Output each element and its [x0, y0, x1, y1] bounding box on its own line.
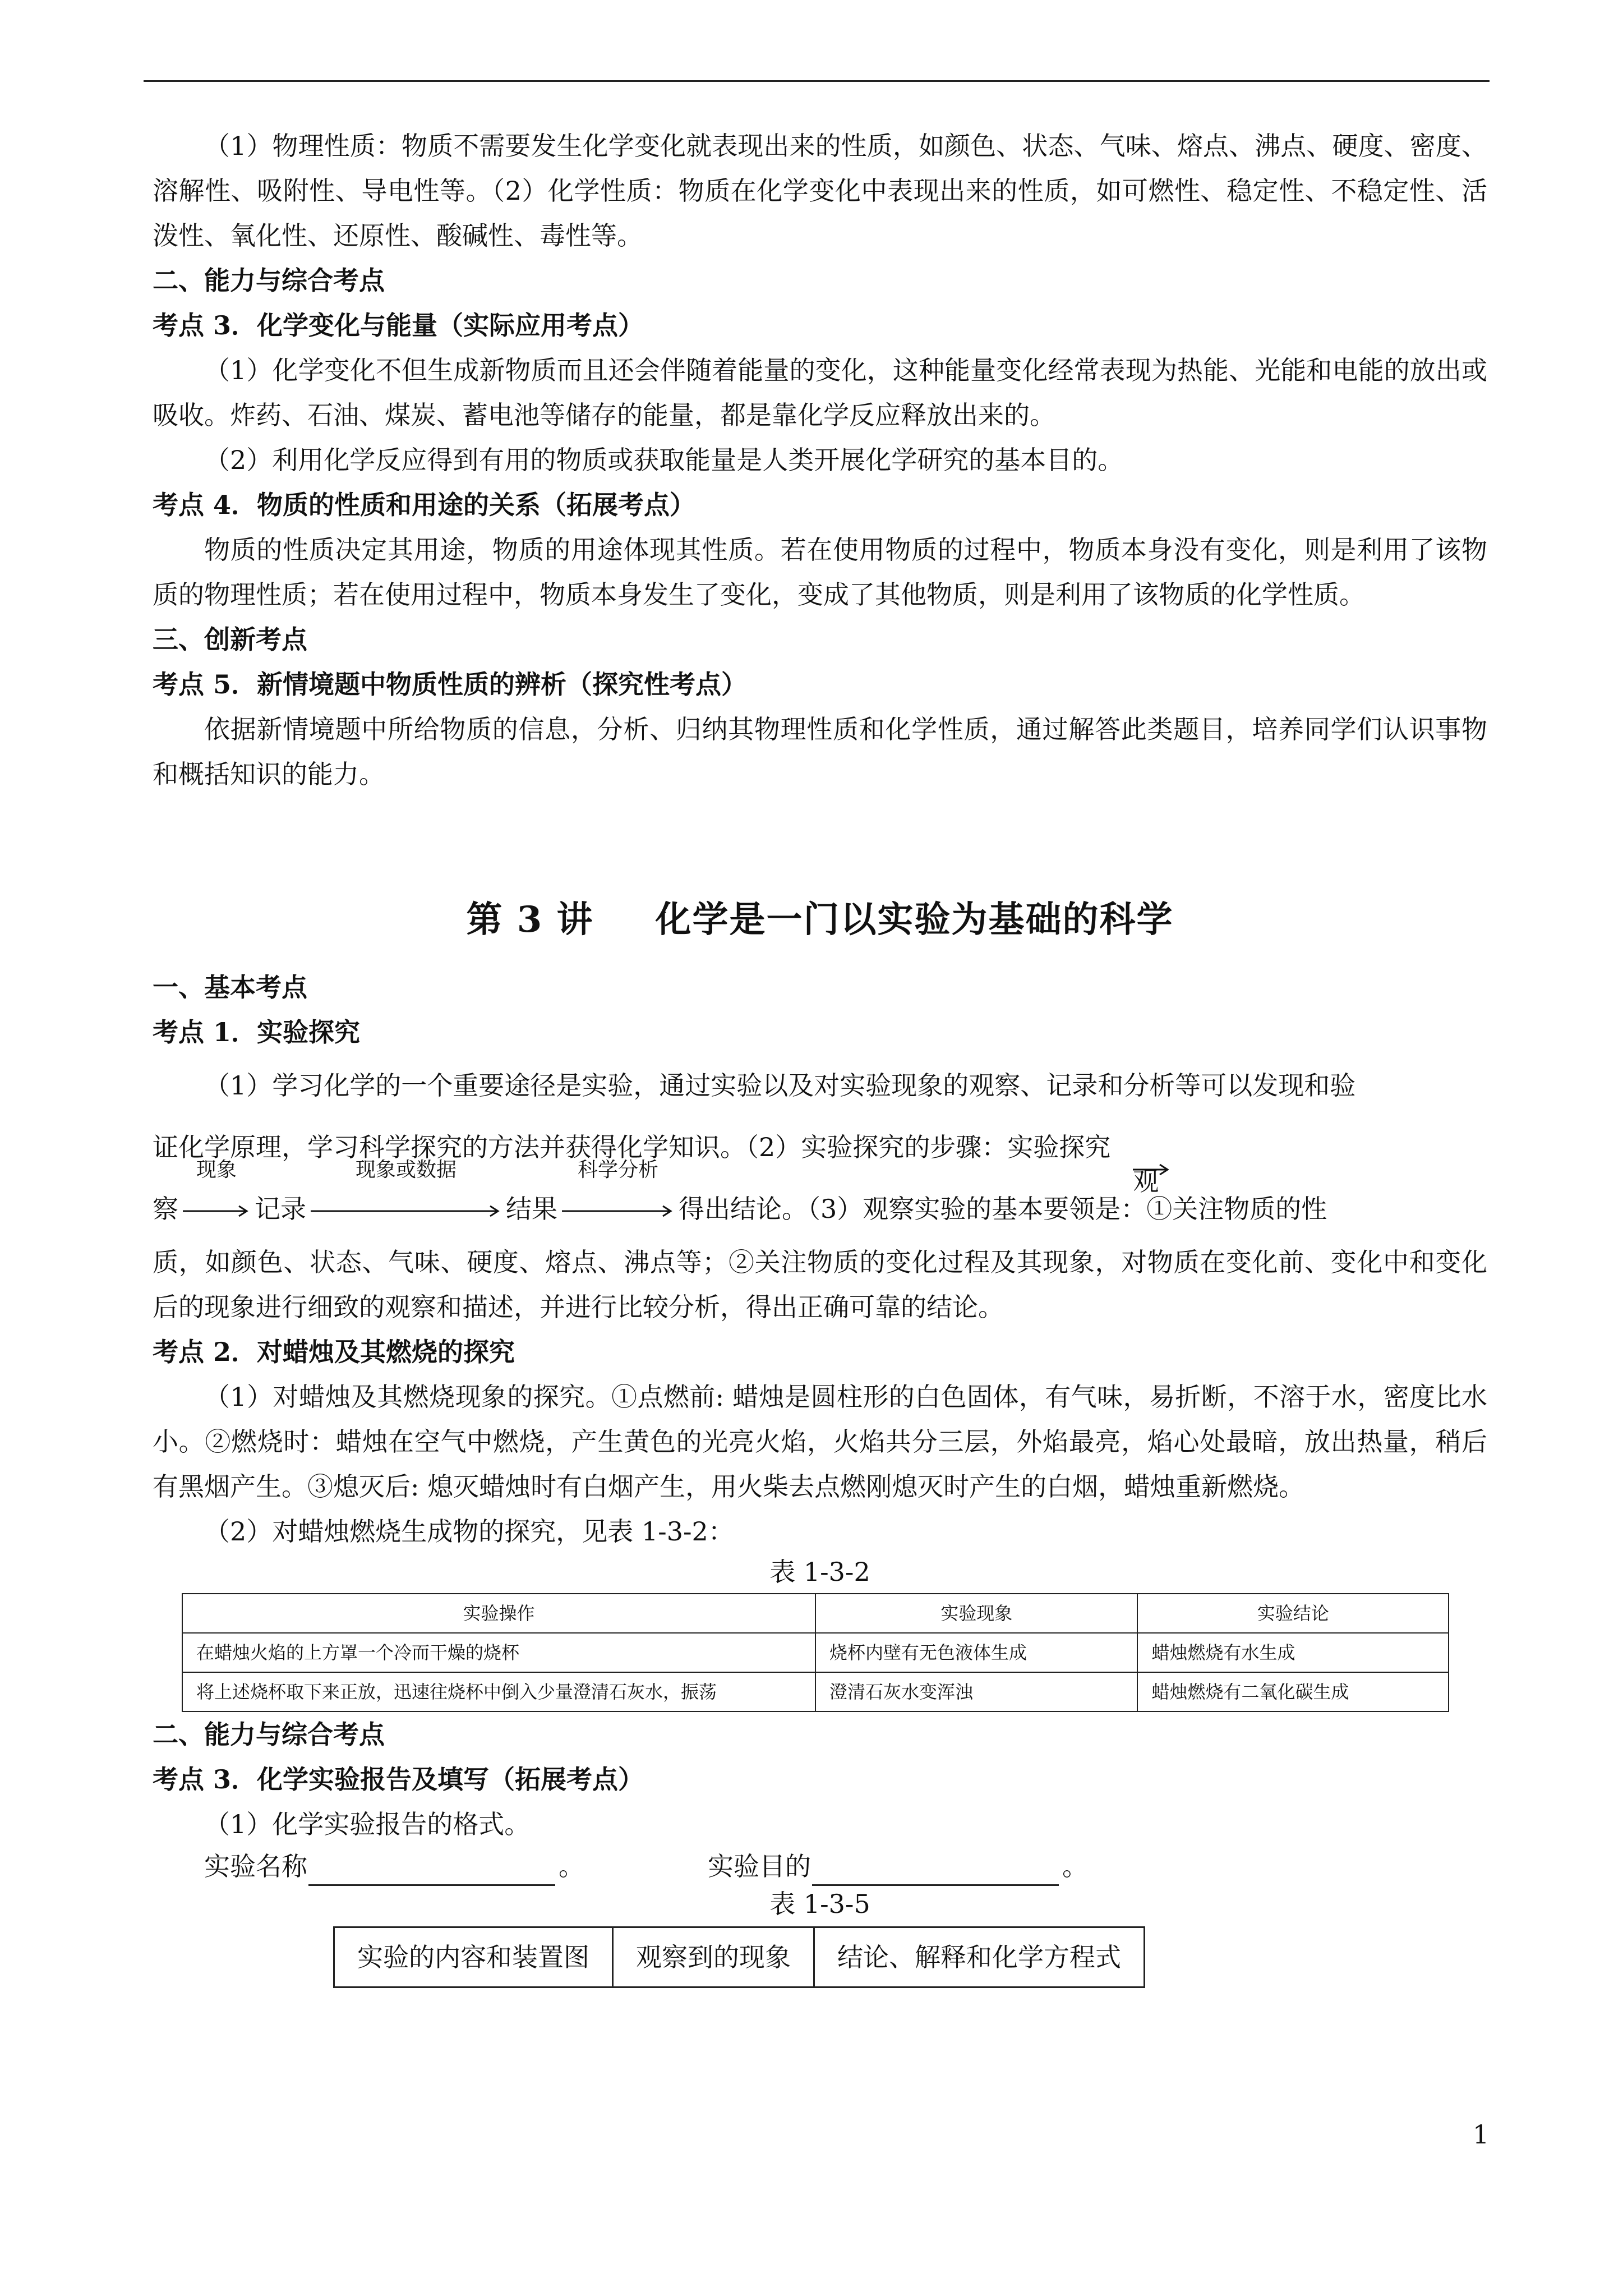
arrow-phenomenon-label: 现象: [196, 1158, 237, 1181]
table-1-3-5-caption: 表 1-3-5: [769, 1889, 870, 1919]
section-heading-innovation: 三、创新考点: [153, 624, 307, 655]
page-content: [153, 123, 1487, 1988]
page-number: 1: [1473, 2119, 1490, 2150]
table-1-3-5: [333, 1926, 1145, 1988]
experiment-name-label: 实验名称: [204, 1851, 307, 1881]
table-cell: 将上述烧杯取下来正放，迅速往烧杯中倒入少量澄清石灰水，振荡: [182, 1672, 815, 1711]
kp1-line-2-text: 证化学原理，学习科学探究的方法并获得化学知识。（2）实验探究的步骤：实验探究: [153, 1132, 1111, 1162]
arrow-icon: [183, 1204, 250, 1218]
kp1-heading: 考点 1．实验探究: [153, 1017, 361, 1047]
kp5-heading: 考点 5．新情境题中物质性质的辨析（探究性考点）: [153, 669, 748, 700]
table-header-cell: 实验现象: [815, 1594, 1138, 1633]
kp1-line-4: 质，如颜色、状态、气味、硬度、熔点、沸点等；②关注物质的变化过程及其现象，对物质在变化前、变化中和变化后的现象进行细致的观察和描述，并进行比较分析，得出正确可靠的结论。: [153, 1247, 1487, 1322]
kp3-report-paragraph: （1）化学实验报告的格式。: [204, 1809, 531, 1839]
step-observe-tail: 察: [153, 1194, 178, 1224]
kp3-energy-paragraph-2: （2）利用化学反应得到有用的物质或获取能量是人类开展化学研究的基本目的。: [204, 445, 1124, 475]
properties-paragraph: （1）物理性质：物质不需要发生化学变化就表现出来的性质，如颜色、状态、气味、熔点、沸点、硬度、密度、溶解性、吸附性、导电性等。（2）化学性质：物质在化学变化中表现出来的性质，如可燃性、稳定性、不稳定性、活泼性、氧化性、还原性、酸碱性、毒性等。: [153, 131, 1487, 251]
kp4-paragraph: 物质的性质决定其用途，物质的用途体现其性质。若在使用物质的过程中，物质本身没有变化，则是利用了该物质的物理性质；若在使用过程中，物质本身发生了变化，变成了其他物质，则是利用了该物质的化学性质。: [153, 535, 1487, 610]
table-header-row: [182, 1594, 1449, 1633]
table-cell: 澄清石灰水变浑浊: [815, 1672, 1138, 1711]
kp1-line-3: [153, 1158, 1487, 1240]
header-rule: [144, 80, 1490, 82]
arrow-icon: [311, 1204, 501, 1218]
kp3-energy-paragraph-1: （1）化学变化不但生成新物质而且还会伴随着能量的变化，这种能量变化经常表现为热能、光能和电能的放出或吸收。炸药、石油、煤炭、蓄电池等储存的能量，都是靠化学反应释放出来的。: [153, 355, 1487, 430]
step-record: 记录: [255, 1194, 306, 1224]
kp2-heading: 考点 2．对蜡烛及其燃烧的探究: [153, 1337, 515, 1367]
table-cell: 蜡烛燃烧有二氧化碳生成: [1137, 1672, 1449, 1711]
kp5-paragraph: 依据新情境题中所给物质的信息，分析、归纳其物理性质和化学性质，通过解答此类题目，培养同学们认识事物和概括知识的能力。: [153, 714, 1487, 789]
kp2-paragraph-2: （2）对蜡烛燃烧生成物的探究，见表 1-3-2：: [204, 1516, 734, 1547]
arrow-data-label: 现象或数据: [355, 1158, 457, 1181]
lecture-name: 化学是一门以实验为基础的科学: [655, 899, 1174, 941]
step-observe-label: 观: [1133, 1166, 1159, 1197]
experiment-name-blank[interactable]: [308, 1858, 555, 1886]
table-row: [182, 1633, 1449, 1672]
arrow-icon: [562, 1204, 674, 1218]
table-cell: 烧杯内壁有无色液体生成: [815, 1633, 1138, 1672]
table-header-row: [334, 1927, 1145, 1987]
report-fill-row: [204, 1847, 1487, 1886]
table-header-cell: 结论、解释和化学方程式: [814, 1927, 1145, 1987]
kp4-heading: 考点 4．物质的性质和用途的关系（拓展考点）: [153, 490, 696, 520]
kp3-report-heading: 考点 3．化学实验报告及填写（拓展考点）: [153, 1764, 644, 1795]
period: 。: [559, 1851, 584, 1881]
table-cell: 在蜡烛火焰的上方罩一个冷而干燥的烧杯: [182, 1633, 815, 1672]
lecture-number: 第 3 讲: [466, 899, 594, 941]
arrow-analysis: [562, 1158, 674, 1240]
lecture-title: [153, 886, 1487, 954]
experiment-purpose-blank[interactable]: [812, 1858, 1059, 1886]
step-result: 结果: [506, 1194, 557, 1224]
arrow-analysis-label: 科学分析: [577, 1158, 658, 1181]
period: 。: [1062, 1851, 1088, 1881]
table-row: [182, 1672, 1449, 1711]
kp3-energy-heading: 考点 3．化学变化与能量（实际应用考点）: [153, 310, 644, 341]
basic-section-heading: 一、基本考点: [153, 972, 307, 1002]
section-heading-ability: 二、能力与综合考点: [153, 265, 385, 296]
arrow-phenomenon: [183, 1158, 250, 1240]
kp1-line-3-tail: 得出结论。（3）观察实验的基本要领是：①关注物质的性: [679, 1194, 1327, 1224]
table-cell: 蜡烛燃烧有水生成: [1137, 1633, 1449, 1672]
kp1-line-1: （1）学习化学的一个重要途径是实验，通过实验以及对实验现象的观察、记录和分析等可以发现和验: [204, 1070, 1356, 1101]
spacer: [153, 797, 1487, 881]
table-header-cell: 实验结论: [1137, 1594, 1449, 1633]
experiment-purpose-label: 实验目的: [708, 1851, 811, 1881]
table-header-cell: 观察到的现象: [613, 1927, 814, 1987]
table-1-3-2-caption: 表 1-3-2: [769, 1557, 870, 1587]
table-1-3-2: [182, 1593, 1449, 1712]
table-header-cell: 实验的内容和装置图: [334, 1927, 613, 1987]
ability-section-heading: 二、能力与综合考点: [153, 1719, 385, 1750]
arrow-icon: [1133, 1163, 1172, 1176]
arrow-data: [311, 1158, 501, 1240]
kp2-paragraph-1: （1）对蜡烛及其燃烧现象的探究。①点燃前: 蜡烛是圆柱形的白色固体，有气味，易折断，不溶于水，密度比水小。②燃烧时：蜡烛在空气中燃烧，产生黄色的光亮火焰，火焰共分三层，外焰最亮，焰心处最暗，放出热量，稍后有黑烟产生。③熄灭后: 熄灭蜡烛时有白烟产生，用火柴去点燃刚熄灭时产生的白烟，蜡烛重新燃烧。: [153, 1382, 1487, 1502]
table-header-cell: 实验操作: [182, 1594, 815, 1633]
